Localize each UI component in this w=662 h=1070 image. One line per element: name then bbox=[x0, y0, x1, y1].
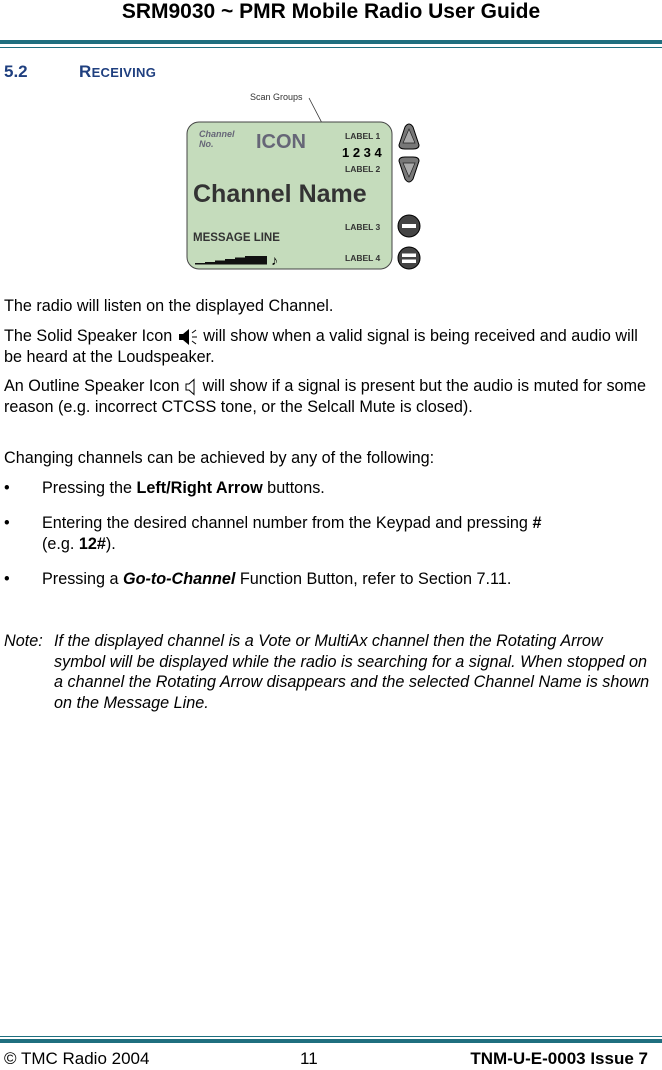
down-arrow-button[interactable] bbox=[399, 157, 419, 182]
section-number: 5.2 bbox=[4, 62, 28, 81]
footer-rule-thin bbox=[0, 1036, 662, 1037]
double-line-button[interactable] bbox=[398, 247, 420, 269]
single-line-button[interactable] bbox=[398, 215, 420, 237]
label-3: LABEL 3 bbox=[345, 222, 381, 232]
label-2: LABEL 2 bbox=[345, 164, 381, 174]
paragraph-changing-channels: Changing channels can be achieved by any of the following: bbox=[4, 449, 435, 467]
scan-group-digits: 1 2 3 4 bbox=[342, 145, 382, 160]
scan-groups-callout: Scan Groups bbox=[250, 92, 303, 102]
footer-rule-thick bbox=[0, 1039, 662, 1043]
label-4: LABEL 4 bbox=[345, 253, 381, 263]
paragraph-solid-speaker: The Solid Speaker Icon will show when a valid signal is being received and audio will be heard at the Loudspeaker. bbox=[4, 327, 638, 366]
outline-speaker-icon bbox=[184, 378, 198, 396]
message-line-text: MESSAGE LINE bbox=[193, 232, 280, 244]
up-arrow-button[interactable] bbox=[399, 124, 419, 149]
paragraph-listen: The radio will listen on the displayed Channel. bbox=[4, 297, 334, 315]
section-title: RECEIVING bbox=[79, 62, 157, 81]
music-note-icon: ♪ bbox=[271, 252, 278, 268]
minus-icon bbox=[402, 224, 416, 228]
solid-speaker-icon bbox=[177, 328, 199, 346]
header-rule-thick bbox=[0, 40, 662, 44]
channel-name-text: Channel Name bbox=[193, 180, 367, 208]
footer-page-number: 11 bbox=[300, 1049, 318, 1068]
page-header-title: SRM9030 ~ PMR Mobile Radio User Guide bbox=[121, 0, 541, 23]
channel-no-label-2: No. bbox=[199, 139, 214, 149]
icon-placeholder: ICON bbox=[256, 131, 306, 153]
channel-no-label: Channel bbox=[199, 129, 235, 139]
equals-icon bbox=[402, 254, 416, 258]
paragraph-outline-speaker: An Outline Speaker Icon will show if a signal is present but the audio is muted for some reason (e.g. incorrect CTCSS tone, or the Selcall Mute is closed). bbox=[4, 377, 647, 416]
header-rule-thin bbox=[0, 47, 662, 48]
footer-copyright: © TMC Radio 2004 bbox=[4, 1049, 150, 1068]
equals-icon-lower bbox=[402, 260, 416, 264]
note-label: Note: bbox=[4, 632, 43, 650]
label-1: LABEL 1 bbox=[345, 131, 381, 141]
footer-doc-id: TNM-U-E-0003 Issue 7 bbox=[470, 1049, 648, 1068]
note-text: If the displayed channel is a Vote or MultiAx channel then the Rotating Arrow symbol will be displayed while the radio is searching for a signal. When stopped on a channel the Rotating Arrow disappears and the selected Channel Name is shown on the Message Line. bbox=[54, 632, 650, 712]
radio-display-figure bbox=[185, 85, 430, 275]
